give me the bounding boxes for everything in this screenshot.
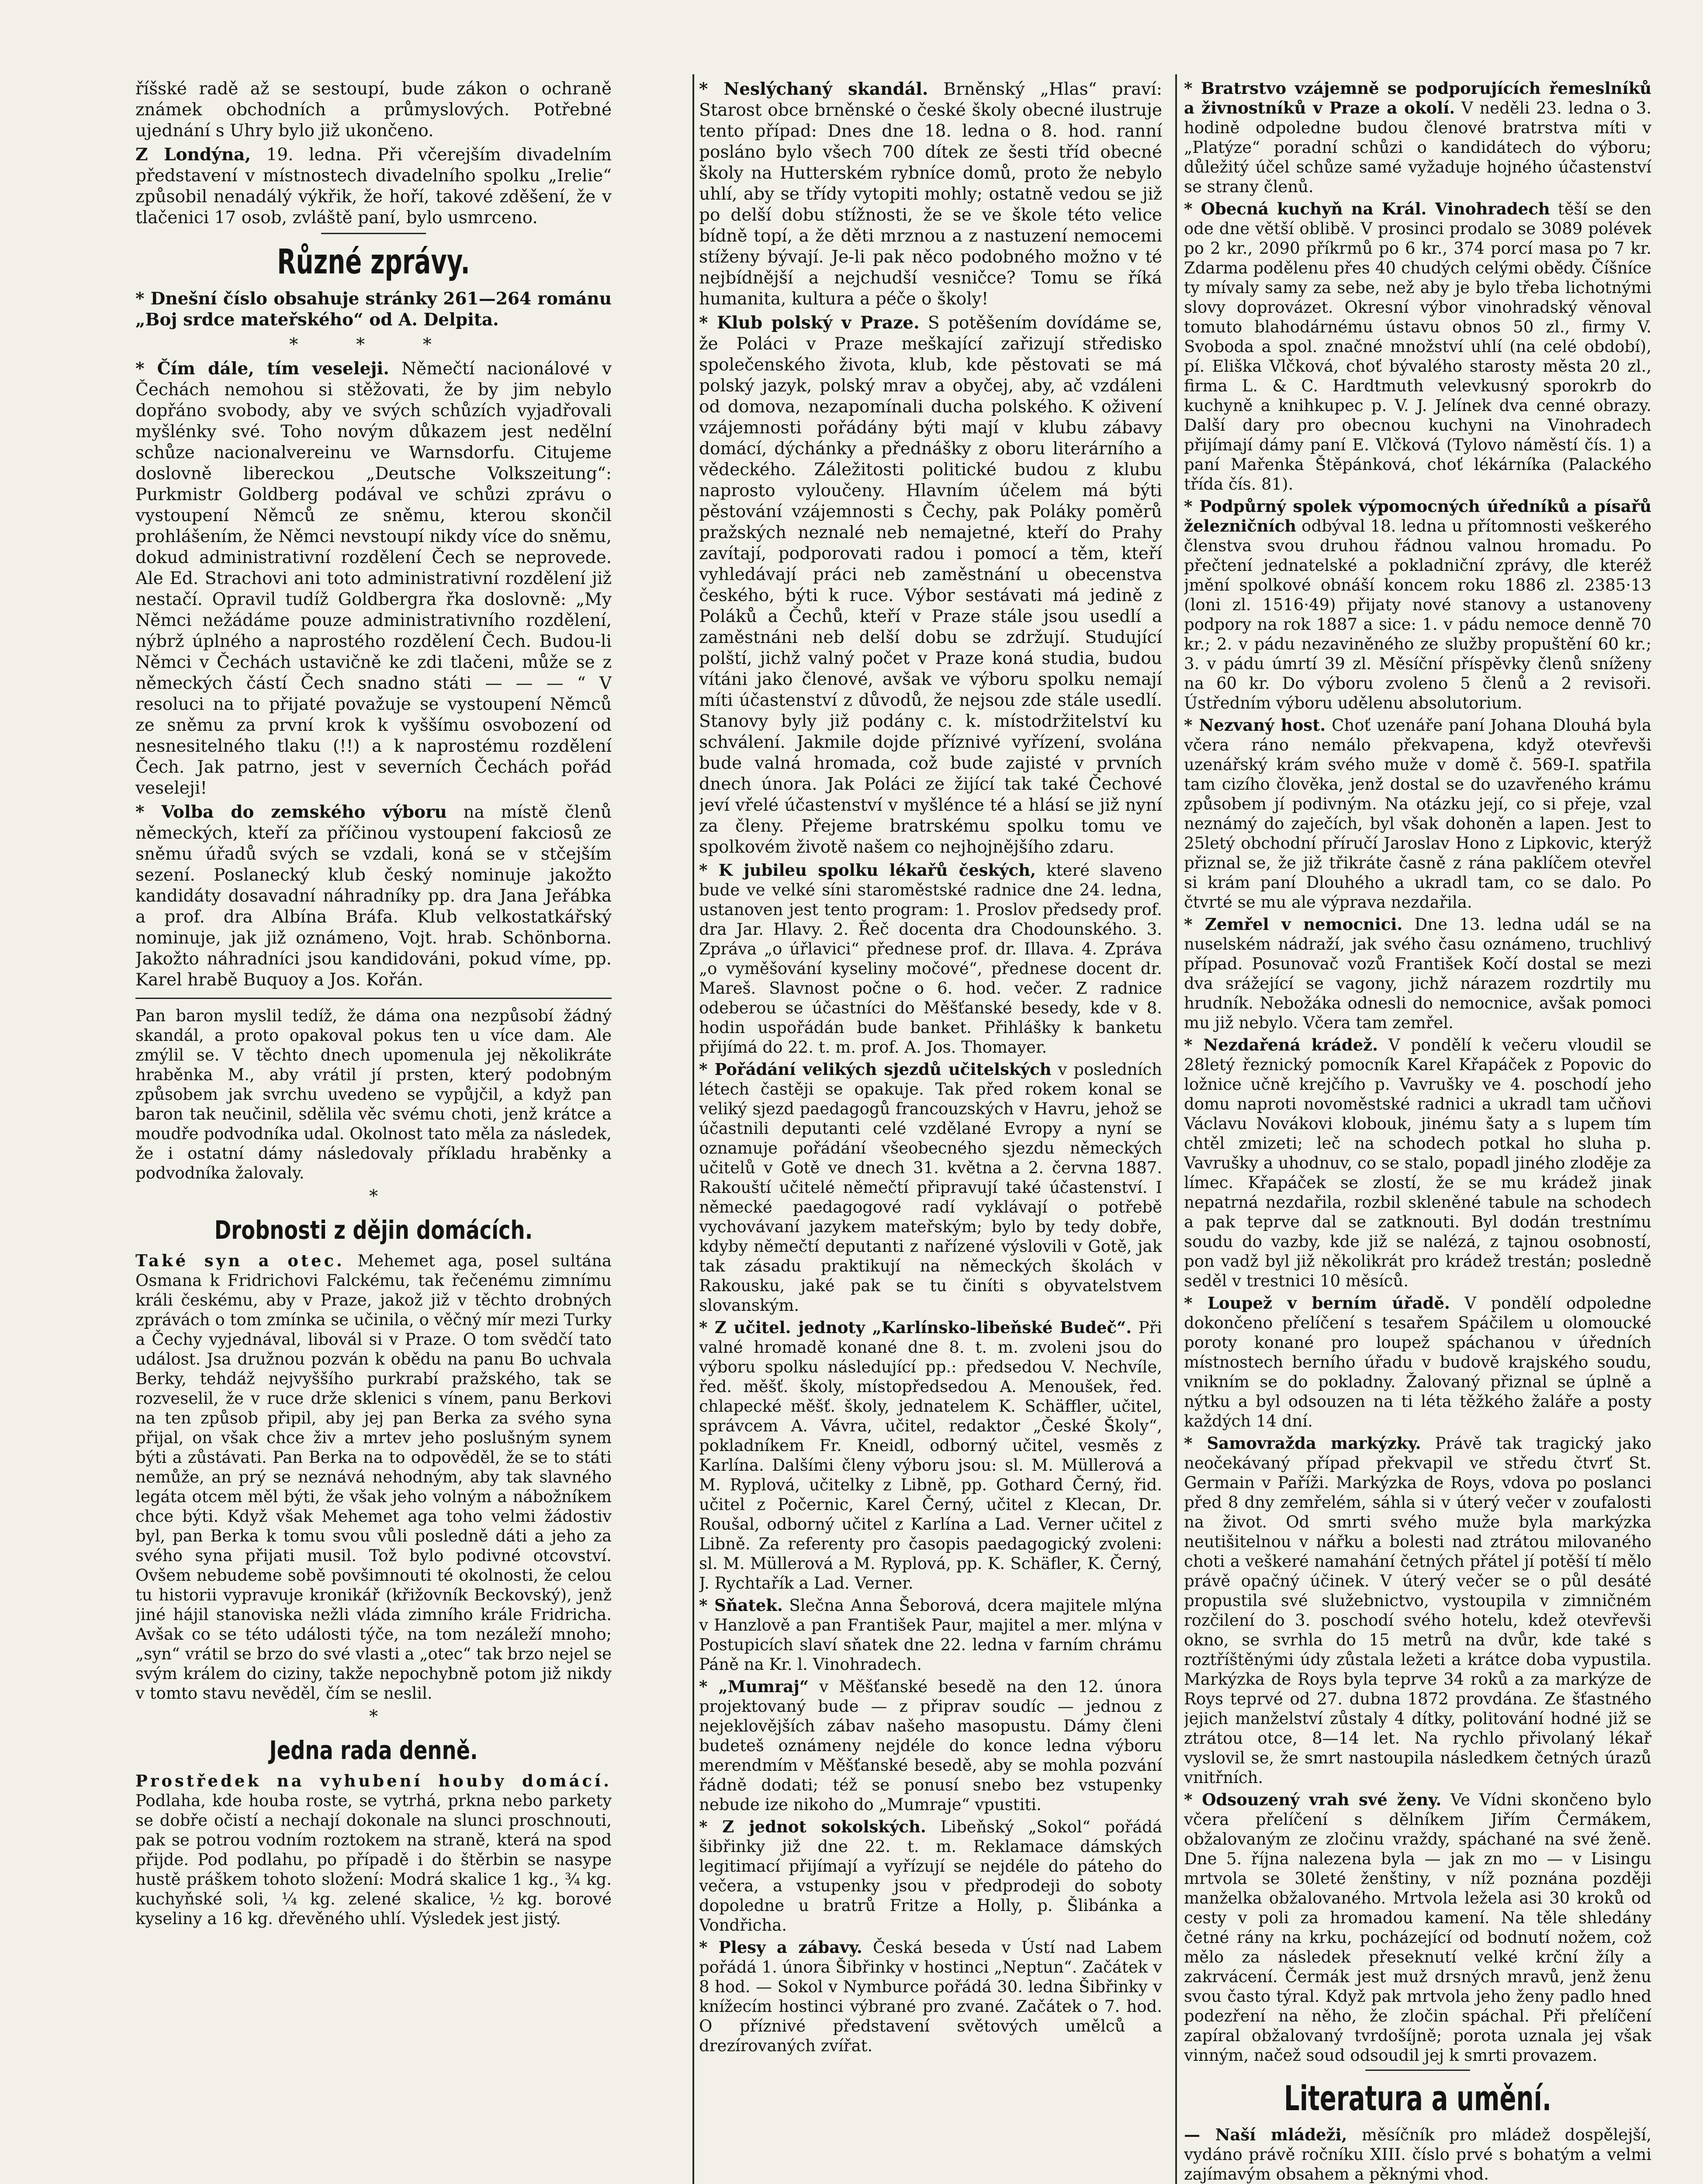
article xyxy=(1184,1790,1651,2065)
article-vesele xyxy=(135,358,612,799)
article-text: v posledních létech častěji se opakuje. Tak před rokem konal se veliký sjezd paedagogů francouzských v Havru, jehož se účastnili deputanti celé vzdělané Evropy a nyní se oznamuje pořádání všeobecného sjezdu německých učitelů v Gotě ve dnech 31. května a 2. června 1887. Rakouští učitelé němečtí připravují také účastenství. I německé paedagogové radí vyklávají o potřebě vychovávaní jazykem mateřským; bylo by tedy dobře, kdyby němečtí deputanti z nařízené výslovili v Gotě, jak tak zásadu praktikují na německých školách v Rakousku, jaké pak se tu činíti s obyvatelstvem slovanským. xyxy=(699,1060,1162,1315)
article-text: v Měšťanské besedě na den 12. února projektovaný bude — z připrav soudíc — jednou z nejeklovějších zábav našeho masopustu. Dámy členi budeteš oznámeny nejdéle do konce ledna výboru merendmím v Měšťanské besedě, aby se mohla pozvání řádně dodati; též se ponusí snebo bez vstupenky nebude ize nikoho do „Mumraje“ vpustiti. xyxy=(699,1677,1162,1814)
article xyxy=(699,1677,1162,1814)
article-text: těší se den ode dne větší oblibě. V prosinci prodalo se 3089 polévek po 2 kr., 2090 příkrmů po 6 kr., 374 porcí masa po 7 kr. Zdarma podělenu přes 40 chudých celými obědy. Číšníce ty mívaly samy za sebe, než aby je bylo třeba lichotnými slovy doprovázet. Okresní výbor vinohradský věnoval tomuto blahodárnému ústavu obnos 50 zl., firmy V. Svoboda a spol. značné množství uhlí (na celé období), pí. Eliška Vlčková, choť bývalého starosty města 20 zl., firma L. & C. Hardtmuth velevkusný sporokrb do kuchyně a knihkupec p. V. J. Jelínek dva cenné obrazy. Další dary pro obecnou kuchyni na Vinohradech přijímají dámy paní E. Vlčková (Tylovo náměstí čís. 1) a paní Mařenka Štěpánková, choť lékárníka (Palackého třída čís. 81). xyxy=(1184,200,1651,494)
article-text: Slečna Anna Šeborová, dcera majitele mlýna v Hanzlově a pan František Paur, majitel a mer. mlýna v Postupicích slaví sňatek dne 22. ledna v farním chrámu Páně na Kr. l. Vinohradech. xyxy=(699,1596,1162,1674)
article-text: Němečtí nacionálové v Čechách nemohou si stěžovati, že by jim nebylo dopřáno svobody, aby ve svých schůzích vyjadřovali myšlénky své. Toho novým důkazem jest nedělní schůze nacionalvereinu ve Warnsdorfu. Citujeme doslovně libereckou „Deutsche Volkszeitung“: Purkmistr Goldberg podával ve schůzi zprávu o vystoupení Němců ze sněmu, kterou skončil prohlášením, že Němci nevstoupí nikdy více do sněmu, dokud administrativní rozdělení Čech se neprovede. Ale Ed. Strachovi ani toto administrativní rozdělení již nestačí. Opravil tudíž Goldbergra řka doslovně: „My Němci nežádáme pouze administrativního rozdělení, nýbrž úplného a naprostého rozdělení Čech. Budou-li Němci v Čechách ustavičně ke zdi tlačeni, může se z německých částí Čech snadno státi — — — “ V resoluci na to přijaté považuje se vystoupení Němců ze sněmu za první krok k vyššímu osvobození od nesnesitelného tlaku (!!) a k naprostému rozdělení Čech. Jak patrno, jest v severních Čechách pořád veseleji! xyxy=(135,359,612,798)
article-text: na místě členů německých, kteří za příčinou vystoupení fakciosů ze sněmu úřadů svých se vzdali, koná se v stčejším sezení. Poslanecký klub český nominuje jakožto kandidáty dosavadní náhradníky pp. dra Jana Jeřábka a prof. dra Albína Bráfa. Klub velkostatkářský nominuje, jak již oznámeno, Vojt. hrab. Schönborna. Jakožto náhradníci jsou kandidováni, pokud víme, pp. Karel hrabě Buquoy a Jos. Kořán. xyxy=(135,802,612,990)
article-text: V pondělí k večeru vloudil se 28letý řeznický pomocník Karel Křapáček z Popovic do ložnice učně krejčího p. Vavrušky ve 4. poschodí jeho domu naproti novoměstské radnici a ukradl tam učňovi Václavu Novákovi klobouk, jinému šaty a s lupem tím chtěl zmizeti; leč na schodech potkal ho sluha p. Vavrušky a uhodnuv, co se stalo, popadl jiného zloděje za límec. Křapáček se zlostí, že se mu krádež jinak nepatrná nezdařila, rozbil skleněné tabule na schodech a pak teprve dal se zatknouti. Byl dodán trestnímu soudu do vazby, kde již se nalézá, z tajnou osobností, pon vadž byl již několikrát pro krádež trestán; posledně seděl v trestnici 10 měsíců. xyxy=(1184,1036,1651,1290)
article-head: * Čím dále, tím veseleji. xyxy=(135,359,389,379)
article xyxy=(699,1596,1162,1674)
article xyxy=(1184,1293,1651,1431)
intro-paragraph: říšské radě až se sestoupí, bude zákon o ochraně známek obchodních a průmyslových. Potřebné ujednání s Uhry bylo již ukončeno. xyxy=(135,79,612,141)
article-text: které slaveno bude ve velké síni staroměstské radnice dne 24. ledna, ustanoven jest tento program: 1. Proslov předsedy prof. dra Jar. Hlavy. 2. Řeč docenta dra Chodounského. 3. Zpráva „o úřlavici“ přednese prof. dr. Illava. 4. Zpráva „o vyměšování kyseliny močové“, přednese docent dr. Mareš. Slavnost počne o 6. hod. večer. Z radnice odeberou se účastníci do Měšťanské besedy, kde v 8. hodin uspořádán bude banket. Přihlášky k banketu přijímá do 22. t. m. prof. A. Jos. Thomayer. xyxy=(699,861,1162,1057)
article-text: Právě tak tragický jako neočekávaný případ překvapil ve středu čtvrť St. Germain v Paříži. Markýzka de Roys, vdova po poslanci před 8 dny zemřelém, sáhla si v úterý večer v zoufalosti na život. Od smrti svého muže byla markýzka neutišitelnou v nářku a bolesti nad ztrátou milovaného choti a veškeré namahání četných přátel jí potěší tí mělo právě opačný účinek. V úterý večer se o půl desáté propustila své služebnictvo, vystoupila v zimničném rozčilení do 3. poschodí svého hotelu, kdež otevřevši okno, se svrhla do 15 metrů na dvůr, kde také s roztříštěnými údy zůstala ležeti a krátce doba vypustila. Markýzka de Roys byla teprve 34 roků a za markýze de Roys teprvé od 27. dubna 1872 provdána. Ze šťastného jejich manželství zůstaly 4 dítky, politování hodné již se ztrátou otce, 8—14 let. Na rychlo přivolaný lékař vyslovil se, že smrt nastoupila následkem četných úrazů vnitřních. xyxy=(1184,1434,1651,1787)
article-head: * „Mumraj“ xyxy=(699,1677,809,1696)
jedna-rada-head: Prostředek na vyhubení houby domácí. xyxy=(135,1771,612,1790)
feuilleton-rule xyxy=(135,998,612,999)
article-head: * Nezdařená krádež. xyxy=(1184,1035,1378,1054)
article xyxy=(1184,915,1651,1033)
article-text: Ve Vídni skončeno bylo včera přelíčení s dělníkem Jiřím Čermákem, obžalovaným ze zločinu vraždy, spáchané na své ženě. Dne 5. října nalezena byla — jak zn mo — v Lisingu mrtvola se 30leté ženštiny, v níž poznána později manželka obžalovaného. Mrtvola ležela asi 30 kroků od cesty v poli za hromadou kamení. Na těle shledány četné rány na krku, pocházející od bodnutí nožem, což mělo za následek přeseknutí velké krční žíly a zakrvácení. Čermák jest muž drsných mravů, jenž ženu svou často týral. Když pak mrtvola jeho ženy padlo hned podezření na něho, že zločin spáchal. Při přelíčení zapíral obžalovaný tvrdošíjně; porota uznala jej však vinným, načež soud odsoudil jej k smrti provazem. xyxy=(1184,1790,1651,2065)
article-head: * Loupež v berním úřadě. xyxy=(1184,1293,1450,1313)
article-text: měsíčník pro mládež dospělejší, vydáno právě ročníku XIII. číslo prvé s bohatým a velmi zajímavým obsahem a pěknými vhod. xyxy=(1184,2125,1651,2184)
article-head: * Plesy a zábavy. xyxy=(699,1938,862,1957)
article xyxy=(1184,715,1651,912)
london-head: Z Londýna, xyxy=(135,145,251,165)
article xyxy=(1184,79,1651,197)
article xyxy=(699,1938,1162,2056)
star-divider: * xyxy=(369,1707,378,1727)
novel-notice: * Dnešní číslo obsahuje stránky 261—264 románu „Boj srdce mateřského“ od A. Delpita. xyxy=(135,289,612,330)
article-head: * Sňatek. xyxy=(699,1596,783,1615)
article xyxy=(699,79,1162,310)
london-news xyxy=(135,144,612,228)
drobnosti-head: Také syn a otec. xyxy=(135,1251,345,1270)
article xyxy=(699,312,1162,858)
article-head: * Odsouzený vrah své ženy. xyxy=(1184,1790,1442,1809)
article xyxy=(1184,497,1651,713)
divider xyxy=(1365,2070,1470,2071)
column-left xyxy=(135,79,612,2184)
jedna-rada-text xyxy=(135,1771,612,1928)
drobnosti-body: Mehemet aga, posel sultána Osmana k Fridrichovi Falckému, tak řečenému zimnímu králi českému, aby v Praze, jakož již v těchto drobných zprávách o tom zmínka se učinila, o věčný mír mezi Turky a Čechy vyjednával, libovál si v Praze. O tom svědčí tato událost. Jsa družnou pozván k obědu na panu Bo uchvala Berky, tehdáž nejvyššího purkrabí pražského, tak se rozveselil, že v ruce drže sklenici s vínem, panu Berkovi na ten způsob připil, aby jej pan Berka za svého syna přijal, on však chce živ a mrtev jeho poslušným synem býti a zůstávati. Pan Berka na to odpověděl, že se to státi nemůže, an prý se neznává nehodným, aby tak slavného legáta otcem měl býti, že však jeho volným a nábožníkem chce býti. Když však Mehemet aga toho velmi žádostiv byl, pan Berka k tomu svou vůli posledně dáti a jeho za svého syna přijati musil. Tož bylo podivné otcovství. Ovšem nebudeme sobě povšimnouti té okolnosti, že celou tu historii vypravuje kronikář (křižovník Beckovský), jenž jiné hájil stanoviska nežli vláda zimního krále Fridricha. Avšak co se této události týče, na tom nezáleží mnoho; „syn“ vrátil se brzo do své vlasti a „otec“ tak brzo nejel se svým králem do ciziny, takže nepochybně potom již nikdy v tomto stavu nevěděl, čím se neslil. xyxy=(135,1251,612,1703)
article-text: Při valné hromadě konané dne 8. t. m. zvoleni jsou do výboru spolku následující pp.: předsedou V. Nechvíle, řed. měšť. školy, místopředsedou A. Menoušek, řed. chlapecké měšť. školy, jednatelem K. Schäffler, učitel, správcem A. Vávra, učitel, redaktor „České Školy“, pokladníkem Fr. Kneidl, odborný učitel, vesměs z Karlína. Dalšími členy výboru jsou: sl. M. Müllerová a M. Ryplová, učitelky z Libně, pp. Gothard Černý, řid. učitel z Počernic, Karel Černý, učitel z Klecan, Dr. Roušal, odborný učitel z Karlína a Lad. Verner učitel z Libně. Za referenty pro časopis paedagogický zvoleni: sl. M. Müllerová a M. Ryplová, pp. K. Schäfler, K. Černý, J. Rychtařík a Lad. Verner. xyxy=(699,1318,1162,1593)
article-head: * Pořádání velikých sjezdů učitelských xyxy=(699,1060,1052,1079)
star-divider: * xyxy=(369,1186,378,1206)
article xyxy=(1184,1434,1651,1787)
article-text: Česká beseda v Ústí nad Labem pořádá 1. února Šibřinky v hostinci „Neptun“. Začátek v 8 hod. — Sokol v Nymburce pořádá 30. ledna Šibřinky v knížecím hostinci výbrané pro zvané. Začátek o 7. hod. O příznivé představení světových umělců a drezírovaných zvířat. xyxy=(699,1938,1162,2055)
article-head: * Z jednot sokolských. xyxy=(699,1817,926,1836)
article xyxy=(699,1060,1162,1315)
article xyxy=(1184,199,1651,494)
article xyxy=(1184,2125,1651,2184)
article-head: * Samovražda markýzky. xyxy=(1184,1434,1421,1453)
article-volba xyxy=(135,802,612,991)
article-head: * Zemřel v nemocnici. xyxy=(1184,915,1403,934)
article-text: Dne 13. ledna udál se na nuselském nádraží, jak svého času oznámeno, truchlivý případ. Posunovač vozů František Kočí dostal se mezi dva srážející se vagony, jichž nárazem rozdrtily mu hrudník. Nebožáka odnesli do nemocnice, avšak pomoci mu již nebylo. Včera tam zemřel. xyxy=(1184,915,1651,1032)
article-head: * K jubileu spolku lékařů českých, xyxy=(699,860,1036,880)
divider xyxy=(321,233,426,234)
article xyxy=(1184,1035,1651,1291)
column-middle xyxy=(699,79,1162,2184)
article-text: Libeňský „Sokol“ pořádá šibřinky již dne 22. t. m. Reklamace dámských legitimací přijímají a vyřízují se nejdéle do páteho do večera, a vstupenky jsou v předprodeji do soboty dopoledne u bratrů Fritze a Holly, p. Šlibánka a Vondřicha. xyxy=(699,1818,1162,1935)
article-head: * Obecná kuchyň na Král. Vinohradech xyxy=(1184,199,1550,218)
article xyxy=(699,860,1162,1057)
article-text: V neděli 23. ledna o 3. hodině odpoledne budou členové bratrstva míti v „Platýze“ poradní schůzi o kandidátech do výboru; důležitý účel schůze samé vyžaduje hojného účastenství se strany členů. xyxy=(1184,99,1651,196)
article-head: * Volba do zemského výboru xyxy=(135,802,447,822)
article xyxy=(699,1318,1162,1593)
article-head: * Nezvaný host. xyxy=(1184,715,1326,735)
jedna-rada-body: Podlaha, kde houba roste, se vytrhá, prkna nebo parkety se dobře očistí a nechají dokonale na slunci proschnouti, pak se potrou vodním roztokem na straně, která na spod přijde. Pod podlahu, po případě i do štěrbin se nasype hustě práškem tohoto složení: Modrá skalice 1 kg., ¾ kg. kuchyňské soli, ¼ kg. zelené skalice, ½ kg. borové kyseliny a 16 kg. dřevěného uhlí. Výsledek jest jistý. xyxy=(135,1791,612,1928)
section-title: Různé zprávy. xyxy=(277,242,470,282)
stars-divider: * * * xyxy=(289,335,458,355)
article-text: odbýval 18. ledna u přítomnosti veškerého členstva svou druhou řádnou valnou hromadu. Po přečtení jednatelské a pokladniční zprávy, dle kteréž jmění spolkové obnáší koncem roku 1886 zl. 2385·13 (loni zl. 1516·49) přijaty nové stanovy a ustanoveny podpory na rok 1887 a sice: 1. v pádu nemoce denně 70 kr.; 2. v pádu nezaviněného ze služby propuštění 60 kr.; 3. v pádu úmrtí 39 zl. Měsíční příspěvky členů sníženy na 60 kr. Do výboru zvoleno 5 členů a 2 revisoři. Ústředním výboru udělenu absolutorium. xyxy=(1184,517,1651,712)
article-head: * Podpůrný spolek výpomocných úředníků a písařů železničních xyxy=(1184,497,1651,536)
column-right xyxy=(1184,79,1651,2184)
article-head: * Klub polský v Praze. xyxy=(699,313,920,333)
drobnosti-text xyxy=(135,1251,612,1703)
column-divider xyxy=(692,74,694,2184)
article xyxy=(699,1817,1162,1935)
article-head: * Bratrstvo vzájemně se podporujících řemeslníků a živnostníků v Praze a okolí. xyxy=(1184,79,1651,117)
drobnosti-title: Drobnosti z dějin domácích. xyxy=(214,1215,533,1245)
article-text: S potěšením dovídáme se, že Poláci v Praze meškající zařizují středisko společenského života, klub, kde pěstovati se má polský jazyk, polský mrav a obyčej, aby, ač vzdáleni od domova, nezapomínali ducha polského. K oživení vzájemnosti pořádány býti mají v klubu zábavy domácí, dýchánky a přednášky z oboru literárního a vědeckého. Záležitosti politické budou z klubu naprosto vyloučeny. Hlavním účelem má býti pěstování vzájemnosti s Čechy, pak Poláky poměrů pražských neznalé neb nemajetné, kteří do Prahy zavítají, podporovati radou i pomocí a těm, kteří vyhledávají práci neb zaměstnání u obecenstva českého, býti k ruce. Výbor sestávati má jedině z Poláků a Čechů, kteří v Praze stále jsou usedlí a zaměstnáni neb delší dobu se zdržují. Studující polští, jichž valný počet v Praze koná studia, budou vítáni jako členové, avšak ve výboru spolku nemají míti účastenství z důvodů, že nejsou zde stále usedlí. Stanovy byly již podány c. k. místodržitelství ku schválení. Jakmile dojde příznivé vyřízení, svolána bude valná hromada, což bude zajisté v prvních dnech února. Jak Poláci ze žijící tak také Čechové jeví vřelé účastenství v myšlénce té a hlásí se již nyní za členy. Přejeme bratrskému spolku tomu ve spolkovém životě našem co nejhojnějšího zdaru. xyxy=(699,313,1162,857)
article-head: * Z učitel. jednoty „Karlínsko-libeňské Budeč“. xyxy=(699,1318,1132,1337)
column-divider xyxy=(1175,74,1177,2184)
article-text: Choť uzenáře paní Johana Dlouhá byla včera ráno nemálo překvapena, když otevřevši uzenářský krám svého muže v domě č. 569-I. spatřila tam cizího člověka, jenž dostal se do uzavřeného krámu způsobem jí podivným. Na otázku její, co si přeje, vzal neznámý do zaječích, byl však dohoněn a lapen. Jest to 25letý obchodní příručí Jaroslav Hono z Lipkovic, kterýž přiznal se, že již třikráte časně z rána paklíčem otevřel si krám paní Dlouhého a ukradl tam, co se dalo. Po čtvrté se mu ale výprava nezdařila. xyxy=(1184,716,1651,912)
article-text: V pondělí odpoledne dokončeno přelíčení s tesařem Spáčilem u olomoucké poroty konané pro loupež spáchanou v úředních místnostech berního úřadu v budově krajského soudu, vnikním se do pokladny. Žalovaný přiznal se úplně a nýtku a byl odsouzen na ti léta těžkého žaláře a posty každých 14 dní. xyxy=(1184,1294,1651,1431)
article-text: Brněnský „Hlas“ praví: Starost obce brněnské o české školy obecné ilustruje tento případ: Dnes dne 18. ledna o 8. hod. ranní posláno bylo všech 700 dítek ze šesti tříd obecné školy na Hutterském rybníce domů, proto že nebylo uhlí, aby se třídy vytopiti mohly; ostatně vedou se již po delší dobu stížnosti, že se ve škole této velice bídně topí, a že děti mrznou a z nastuzení nemocemi stíženy bývají. Je-li pak něco podobného možno v té nejbídnější a nejchudší vesničce? Tomu se říká humanita, kultura a péče o školy! xyxy=(699,79,1162,309)
feuilleton-text: Pan baron myslil tedíž, že dáma ona nezpůsobí žádný skandál, a proto opakoval pokus ten u více dam. Ale zmýlil se. V těchto dnech upomenula jej několikráte hraběnka M., aby vrátil jí prsten, který podobným způsobem jak svrchu uvedeno se vypůjčil, a když pan baron tak neučinil, sdělila věc svému choti, jenž krátce a moudře podvodníka udal. Okolnost tato měla za následek, že i ostatní dámy následovaly příkladu hraběnky a podvodníka žalovaly. xyxy=(135,1006,612,1182)
article-head: * Neslýchaný skandál. xyxy=(699,79,928,99)
london-text: 19. ledna. Při včerejším divadelním představení v místnostech divadelního spolku „Irelie“ způsobil nenadálý výkřik, že hoří, takové zděšení, že v tlačenici 17 osob, zvláště paní, bylo usmrceno. xyxy=(135,145,612,228)
jedna-rada-title: Jedna rada denně. xyxy=(269,1735,478,1765)
article-head: — Naší mládeži, xyxy=(1184,2125,1347,2144)
literatura-title: Literatura a umění. xyxy=(1284,2079,1552,2118)
